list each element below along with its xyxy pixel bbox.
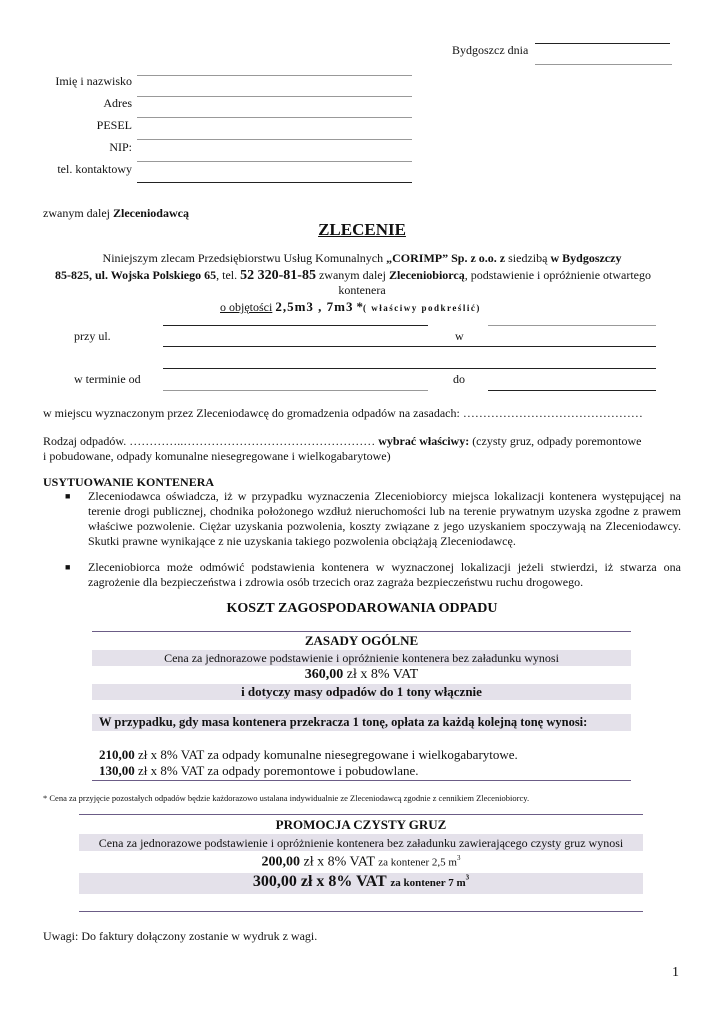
promo-bottom-rule	[79, 911, 643, 912]
nip-label: NIP:	[109, 140, 132, 154]
intro-2a: 85-825, ul. Wojska Polskiego 65	[55, 268, 217, 282]
document-title: ZLECENIE	[318, 220, 406, 239]
date-field-underline	[535, 64, 672, 65]
cost-heading: KOSZT ZAGOSPODAROWANIA ODPADU	[226, 601, 498, 616]
base-price-value: 360,00	[304, 667, 344, 682]
pesel-field[interactable]	[137, 139, 412, 140]
intro-2e: Zleceniobiorcą	[388, 268, 465, 282]
client-named-prefix: zwanym dalej	[43, 206, 113, 220]
promo-price-2-unit: zł x 8% VAT	[296, 873, 391, 890]
date-from-field-top	[163, 368, 656, 369]
volume-star: *	[356, 299, 363, 314]
intro-1b: „CORIMP” Sp. z o.o. z	[386, 251, 509, 265]
address-label: Adres	[103, 96, 132, 110]
over-price-2-value: 130,00	[99, 763, 135, 778]
placement-heading: USYTUOWANIE KONTENERA	[43, 475, 215, 489]
over-price-1-value: 210,00	[99, 747, 135, 762]
street-field[interactable]	[163, 346, 656, 347]
date-from-label: w terminie od	[74, 372, 141, 386]
general-bottom-rule	[92, 780, 631, 781]
promo-price-2-note: za kontener 7 m	[390, 877, 466, 889]
over-price-1	[99, 747, 518, 763]
promo-price-1-sup: 3	[457, 854, 461, 862]
city-field-top	[488, 325, 656, 326]
footnote: * Cena za przyjęcie pozostałych odpadów będzie każdorazowo ustalana indywidualnie ze Zleceniodawcą zgodnie z cennikiem Zleceniobiorcy.	[43, 793, 530, 803]
waste-a: Rodzaj odpadów. …………..…………………………………………	[43, 434, 379, 448]
name-field[interactable]	[137, 96, 412, 97]
to-label: do	[453, 372, 465, 386]
intro-2f: , podstawienie i opróżnienie otwartego	[464, 268, 652, 282]
intro-1d: w Bydgoszczy	[550, 251, 622, 265]
placement-bullet-1: Zleceniodawca oświadcza, iż w przypadku wyznaczenia Zleceniobiorcy miejsca lokalizacji kontenera występującej na terenie drogi publicznej, chodnika położonego wzdłuż nieruchomości lub na terenie prywatnym uzyska zgodne z prawem właściwe pozwolenie. Ciężar uzyskania pozwolenia, koszty związane z jego uzyskaniem spoczywają na Zleceniodawcy. Skutki prawne wynikające z nie uzyskania takiego pozwolenia obciążają Zleceniodawcę.	[88, 489, 681, 548]
intro-phone: 52 320-81-85	[240, 268, 316, 283]
promo-line: Cena za jednorazowe podstawienie i opróżnienie kontenera bez załadunku zawierającego czysty gruz wynosi	[98, 836, 624, 850]
general-top-rule	[92, 631, 631, 632]
date-to-field[interactable]	[488, 390, 656, 391]
client-named-line	[43, 206, 189, 221]
street-field-top	[163, 325, 428, 326]
promo-price-1	[79, 854, 643, 871]
over-price-2	[99, 763, 419, 779]
bullet-icon: ■	[65, 491, 71, 501]
waste-c: i pobudowane, odpady komunalne niesegregowane i wielkogabarytowe)	[43, 449, 391, 463]
waste-b: (czysty gruz, odpady poremontowe	[469, 434, 642, 448]
base-price	[92, 667, 631, 683]
promo-title: PROMOCJA CZYSTY GRUZ	[275, 817, 447, 832]
street-label: przy ul.	[74, 329, 111, 343]
name-field-top	[137, 75, 412, 76]
promo-price-2-value: 300,00	[252, 873, 297, 890]
intro-line-1	[0, 251, 724, 266]
intro-line-3: kontenera	[338, 283, 386, 297]
promo-price-2	[79, 873, 643, 891]
date-from-field[interactable]	[163, 390, 428, 391]
over-price-2-text: zł x 8% VAT za odpady poremontowe i pobudowlane.	[134, 763, 419, 778]
in-label: w	[455, 329, 464, 343]
nip-field[interactable]	[137, 161, 412, 162]
promo-price-2-sup: 3	[465, 873, 470, 882]
intro-2b: , tel.	[216, 268, 241, 282]
promo-top-rule	[79, 814, 643, 815]
general-title: ZASADY OGÓLNE	[304, 633, 419, 648]
mass-line: i dotyczy masy odpadów do 1 tony włącznie	[241, 684, 482, 699]
intro-2d: zwanym dalej	[315, 268, 389, 282]
intro-1a: Niniejszym zlecam Przedsiębiorstwu Usług Komunalnych	[102, 251, 387, 265]
address-field[interactable]	[137, 117, 412, 118]
intro-line-2	[55, 268, 651, 284]
phone-field[interactable]	[137, 182, 412, 183]
name-label: Imię i nazwisko	[55, 74, 132, 88]
phone-label: tel. kontaktowy	[57, 162, 132, 176]
date-label: Bydgoszcz dnia	[452, 43, 529, 57]
promo-price-1-note: za kontener 2,5 m	[378, 856, 457, 869]
over-price-1-text: zł x 8% VAT za odpady komunalne niesegregowane i wielkogabarytowe.	[134, 747, 518, 762]
waste-type	[43, 434, 681, 464]
placement-bullet-2: Zleceniobiorca może odmówić podstawienia kontenera w wyznaczonej lokalizacji jeżeli stwierdzi, iż stwarza ona zagrożenie dla bezpieczeństwa i zdrowia osób trzecich oraz zagraża bezpieczeństwu ruchu drogowego.	[88, 560, 681, 589]
bullet-icon: ■	[65, 562, 71, 572]
promo-price-1-value: 200,00	[261, 854, 300, 870]
volume-line	[220, 299, 481, 315]
notes: Uwagi: Do faktury dołączony zostanie w wydruk z wagi.	[43, 929, 318, 943]
volume-label: o objętości	[220, 300, 273, 314]
client-role: Zleceniodawcą	[112, 206, 189, 220]
volume-options[interactable]: 2,5m3 , 7m3	[275, 299, 354, 314]
place-line: w miejscu wyznaczonym przez Zleceniodawcę do gromadzenia odpadów na zasadach: ………………………………………	[43, 406, 643, 420]
date-field[interactable]	[535, 43, 670, 44]
intro-1c: siedzibą	[508, 251, 551, 265]
over-line: W przypadku, gdy masa kontenera przekracza 1 tonę, opłata za każdą kolejną tonę wynosi:	[99, 715, 588, 729]
volume-note: ( właściwy podkreślić)	[363, 303, 481, 313]
base-price-unit: zł x 8% VAT	[343, 667, 419, 682]
pesel-label: PESEL	[96, 118, 132, 132]
promo-price-1-unit: zł x 8% VAT	[300, 854, 379, 870]
page-number: 1	[672, 965, 679, 980]
waste-bold: wybrać właściwy:	[378, 434, 470, 448]
general-line: Cena za jednorazowe podstawienie i opróżnienie kontenera bez załadunku wynosi	[164, 651, 559, 665]
